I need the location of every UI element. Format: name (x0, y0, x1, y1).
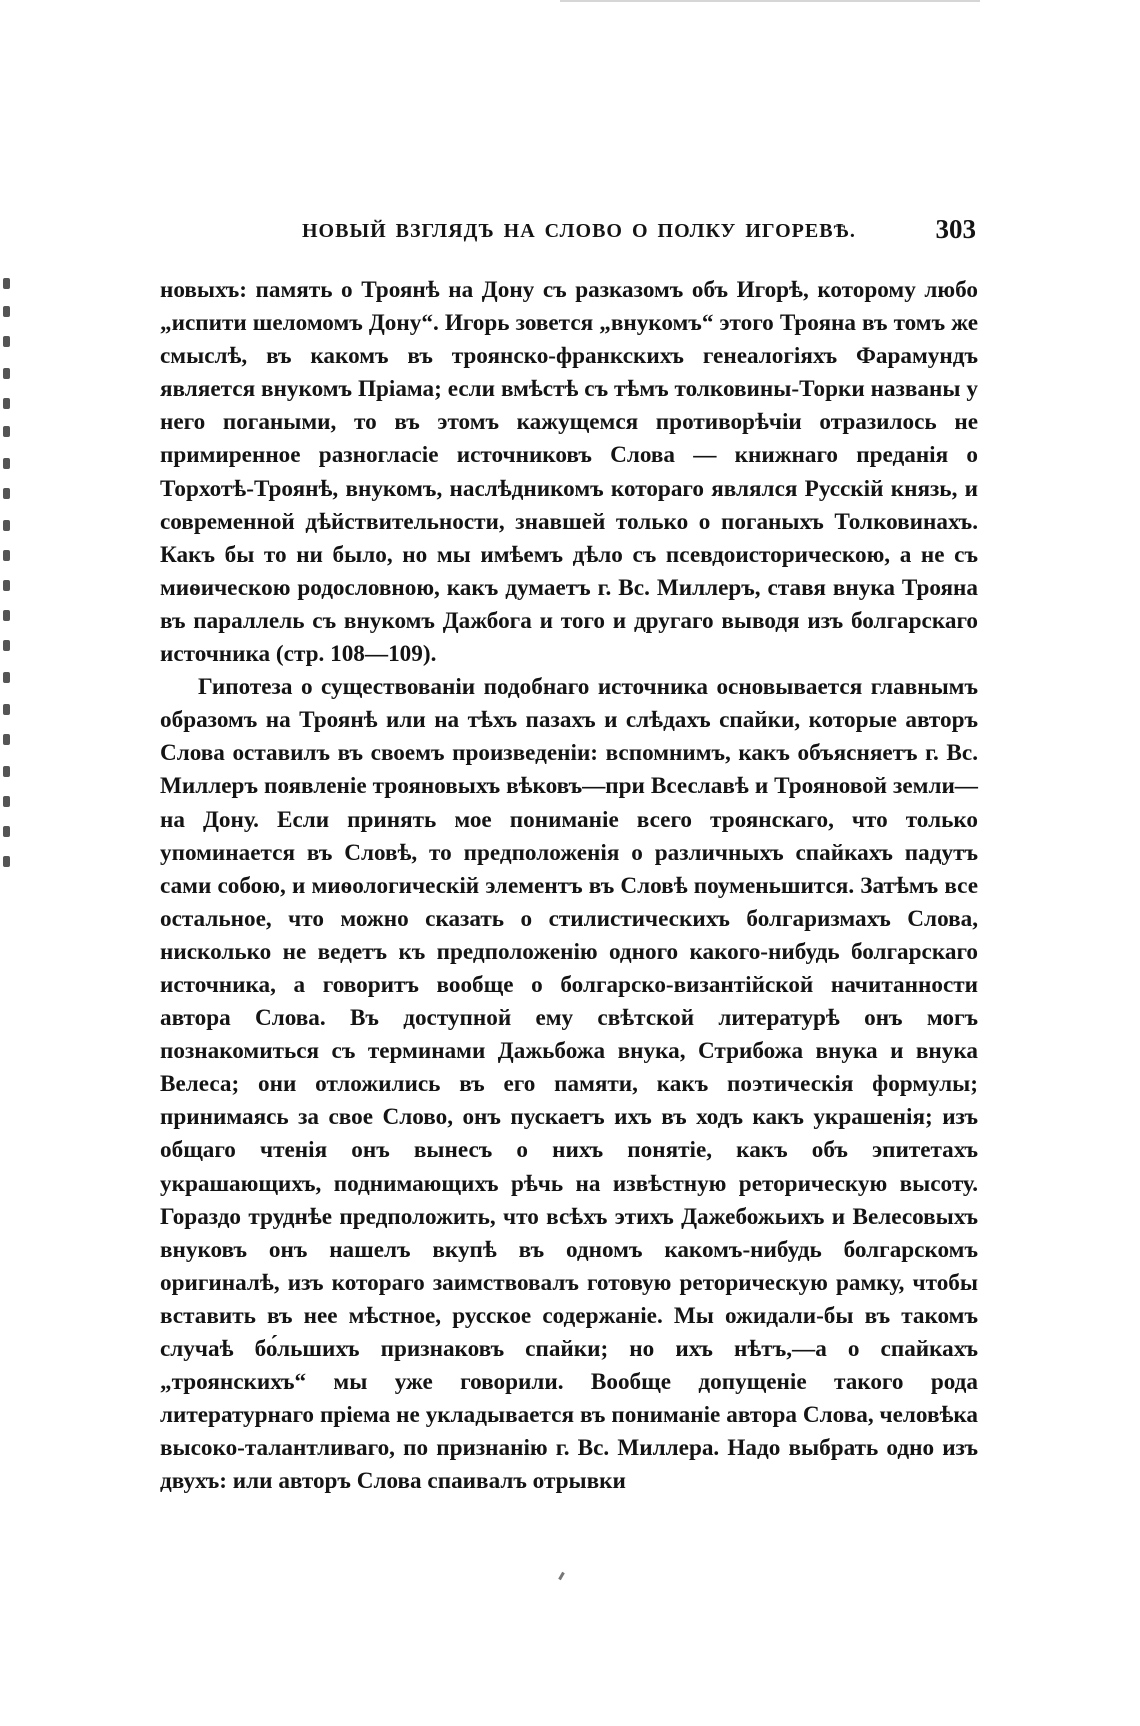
running-head (160, 214, 980, 248)
paragraph-continued: новыхъ: память о Троянѣ на Дону съ разказомъ объ Игорѣ, которому любо „испити шеломомъ Дону“. Игорь зовется „внукомъ“ этого Трояна въ томъ же смыслѣ, въ какомъ въ троянско-франкскихъ генеалогіяхъ Фарамундъ является внукомъ Пріама; если вмѣстѣ съ тѣмъ толковины-Торки названы у него погаными, то въ этомъ кажущемся противорѣчіи отразилось не примиренное разногласіе источниковъ Слова — книжнаго преданія о Торхотѣ-Троянѣ, внукомъ, наслѣдникомъ котораго являлся Русскій князь, и современной дѣйствительности, знавшей только о поганыхъ Толковинахъ. Какъ бы то ни было, но мы имѣемъ дѣло съ псевдоисторическою, а не съ миѳическою родословною, какъ думаетъ г. Вс. Миллеръ, ставя внука Трояна въ параллель съ внукомъ Дажбога и того и другаго выводя изъ болгарскаго источника (стр. 108—109). (160, 277, 978, 668)
left-margin-bleed-marks (0, 276, 16, 976)
page-number: 303 (935, 214, 976, 244)
scan-edge-rule (560, 0, 980, 2)
paragraph: Гипотеза о существованіи подобнаго источника основывается главнымъ образомъ на Троянѣ или на тѣхъ пазахъ и слѣдахъ спайки, которые авторъ Слова оставилъ въ своемъ произведеніи: вспомнимъ, какъ объясняетъ г. Вс. Миллеръ появленіе трояновыхъ вѣковъ—при Всеславѣ и Трояновой земли—на Дону. Если принять мое пониманіе всего троянскаго, что только упоминается въ Словѣ, то предположенія о различныхъ спайкахъ падутъ сами собою, и миѳологическій элементъ въ Словѣ поуменьшится. Затѣмъ все остальное, что можно сказать о стилистическихъ болгаризмахъ Слова, нисколько не ведетъ къ предположенію одного какого-нибудь болгарскаго источника, а говоритъ вообще о болгарско-византійской начитанности автора Слова. Въ доступной ему свѣтской литературѣ онъ могъ познакомиться съ терминами Дажьбожа внука, Стрибожа внука и внука Велеса; они отложились въ его памяти, какъ поэтическія формулы; принимаясь за свое Слово, онъ пускаетъ ихъ въ ходъ какъ украшенія; изъ общаго чтенія онъ вынесъ о нихъ понятіе, какъ объ эпитетахъ украшающихъ, поднимающихъ рѣчь на извѣстную реторическую высоту. Гораздо труднѣе предположить, что всѣхъ этихъ Дажебожьихъ и Велесовыхъ внуковъ онъ нашелъ вкупѣ въ одномъ какомъ-нибудь болгарскомъ оригиналѣ, изъ котораго заимствовалъ готовую реторическую рамку, чтобы вставить въ нее мѣстное, русское содержаніе. Мы ожидали-бы въ такомъ случаѣ бо́льшихъ признаковъ спайки; но ихъ нѣтъ,—а о спайкахъ „троянскихъ“ мы уже говорили. Вообще допущеніе такого рода литературнаго пріема не укладывается въ пониманіе автора Слова, человѣка высоко-талантливаго, по признанію г. Вс. Миллера. Надо выбрать одно изъ двухъ: или авторъ Слова спаивалъ отрывки (160, 674, 978, 1495)
stray-ink-mark (558, 1572, 565, 1580)
running-head-title: НОВЫЙ ВЗГЛЯДЪ НА СЛОВО О ПОЛКУ ИГОРЕВѢ. (302, 220, 856, 242)
body-text (160, 274, 978, 1498)
